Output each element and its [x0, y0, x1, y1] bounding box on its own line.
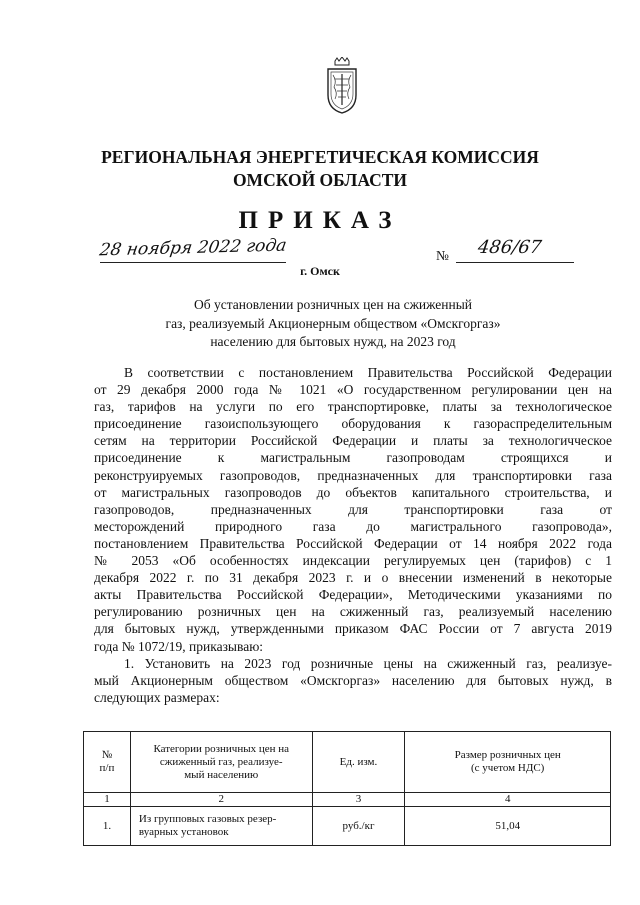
body-line: регулированию розничных цен на сжиженный газ, реализуемый населению: [94, 604, 612, 620]
header-cell-price: [405, 732, 611, 793]
body-line: сетям на территории Российской Федерации и платы за технологичческое: [94, 433, 612, 449]
subject-line: Об установлении розничных цен на сжиженный: [193, 297, 473, 312]
organization-name-line2: ОМСКОЙ ОБЛАСТИ: [232, 170, 408, 190]
header-text: (с учетом НДС): [471, 762, 545, 774]
header-text: мый населению: [184, 768, 259, 781]
document-subject: [150, 296, 516, 352]
body-line: для бытовых нужд, утвержденными приказом ФАС России от 7 августа 2019: [94, 621, 612, 637]
index-cell: 3: [312, 793, 405, 807]
body-line: мый Акционерным обществом «Омскгоргаз» населению для бытовых нужд, в: [94, 672, 612, 688]
body-line: от магистральных газопроводов до объектов капитального строительства, и: [94, 484, 612, 500]
index-cell: 2: [130, 793, 312, 807]
row-unit-cell: руб./кг: [312, 807, 405, 846]
header-text: Категории розничных цен на: [153, 742, 290, 755]
header-text: сжиженный газ, реализуе-: [159, 755, 283, 768]
body-line: от 29 декабря 2000 года № 1021 «О государственном регулировании цен на: [94, 382, 612, 398]
body-line: газопроводов, предназначенных для транспортировки газа от: [94, 501, 612, 517]
header-cell-unit: Ед. изм.: [312, 732, 405, 793]
index-cell: 1: [84, 793, 131, 807]
body-line: № 2053 «Об особенностях индексации регулируемых цен (тарифов) с 1: [94, 553, 612, 569]
handwritten-document-number: 486/67: [476, 237, 543, 258]
row-number-cell: 1.: [84, 807, 131, 846]
number-sign: №: [436, 248, 449, 263]
body-line: акты Правительства Российской Федерации», Методическими указаниями по: [94, 587, 612, 603]
number-underline: [456, 262, 574, 263]
body-line: постановлением Правительства Российской Федерации от 14 ноября 2022 года: [94, 535, 612, 551]
date-underline: [100, 262, 286, 263]
table-index-row: [84, 793, 611, 807]
header-text: п/п: [99, 762, 115, 774]
table-row: [84, 807, 611, 846]
body-line: присоединение газоиспользующего оборудования к газораспределительным: [94, 416, 612, 432]
subject-line: газ, реализуемый Акционерным обществом «Омскгоргаз»: [165, 315, 501, 331]
category-text: вуарных установок: [138, 826, 229, 838]
body-line: газ, тарифов на услуги по его транспортировке, платы за технологическое: [94, 399, 612, 415]
row-price-cell: 51,04: [405, 807, 611, 846]
table-header-row: [84, 732, 611, 793]
retail-prices-table: [83, 731, 611, 846]
body-line: декабря 2022 г. по 31 декабря 2023 г. и о внесении изменений в некоторые: [94, 570, 612, 586]
document-body: [94, 364, 612, 706]
body-line: присоединение к магистральным газопроводам строящихся и: [94, 450, 612, 466]
city-name: г. Омск: [300, 264, 340, 278]
row-category-cell: [130, 807, 312, 846]
body-line: 1. Установить на 2023 год розничные цены на сжиженный газ, реализуе-: [124, 655, 612, 671]
header-cell-category: [130, 732, 312, 793]
category-text: Из групповых газовых резер-: [138, 813, 277, 825]
subject-line: населению для бытовых нужд, на 2023 год: [210, 334, 456, 349]
header-text: №: [101, 749, 113, 761]
body-line: реконструируемых газопроводов, предназначенных для транспортировки газа: [94, 467, 612, 483]
document-type-title: ПРИКАЗ: [238, 207, 402, 234]
body-line: В соответствии с постановлением Правительства Российской Федерации: [124, 365, 612, 380]
body-line: месторождений природного газа до магистрального газопровода»,: [94, 518, 612, 534]
handwritten-date: 28 ноября 2022 года: [98, 235, 288, 261]
organization-name-line1: РЕГИОНАЛЬНАЯ ЭНЕРГЕТИЧЕСКАЯ КОМИССИЯ: [101, 147, 539, 167]
coat-of-arms-icon: [325, 57, 359, 115]
index-cell: 4: [405, 793, 611, 807]
header-cell-number: [84, 732, 131, 793]
body-line: следующих размерах:: [94, 689, 220, 705]
header-text: Размер розничных цен: [454, 749, 561, 761]
body-line: года № 1072/19, приказываю:: [94, 638, 264, 654]
